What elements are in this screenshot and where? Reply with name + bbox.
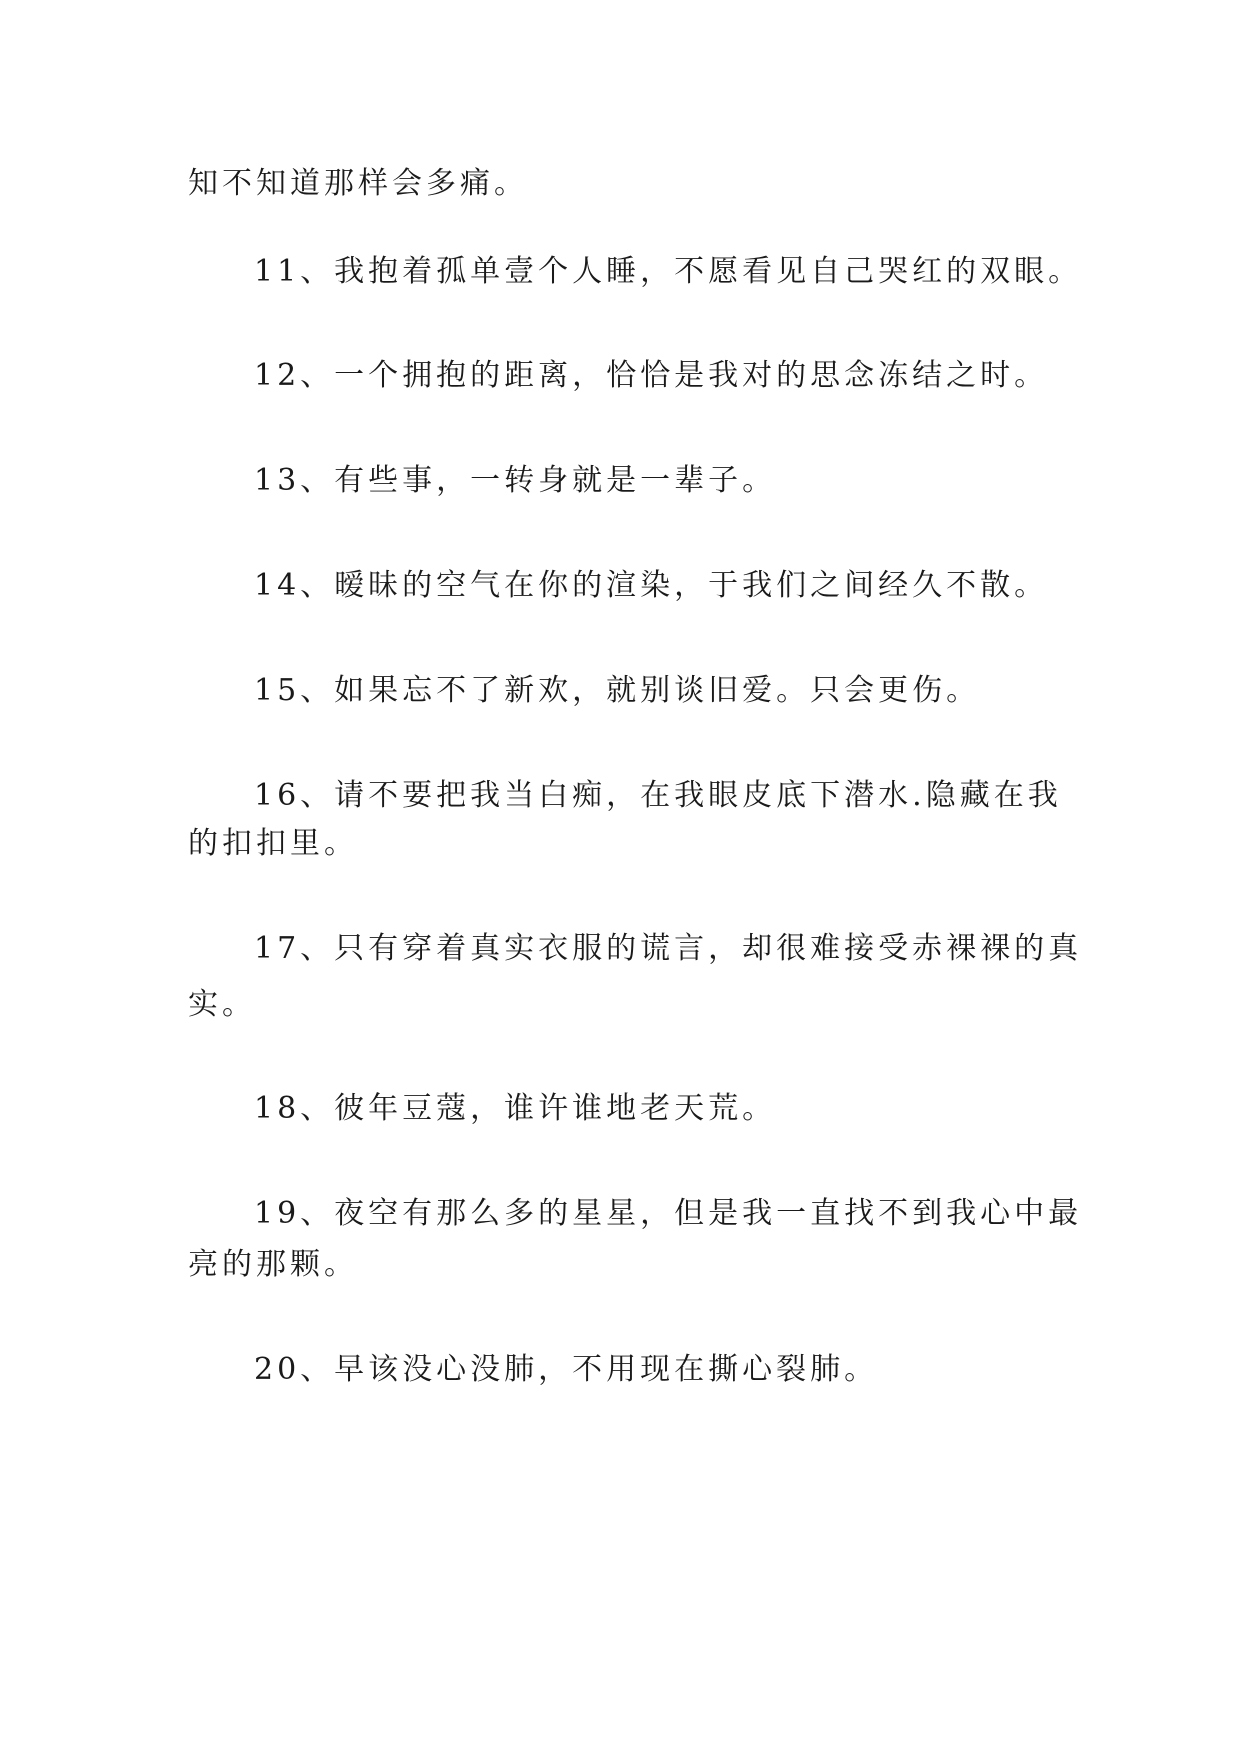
paragraph-11: 11、我抱着孤单壹个人睡，不愿看见自己哭红的双眼。: [254, 254, 1083, 289]
paragraph-12: 12、一个拥抱的距离，恰恰是我对的思念冻结之时。: [254, 358, 1049, 393]
paragraph-18: 18、彼年豆蔻，谁许谁地老天荒。: [254, 1091, 777, 1126]
paragraph-13: 13、有些事，一转身就是一辈子。: [254, 463, 777, 498]
paragraph-continuation-10: 知不知道那样会多痛。: [188, 166, 528, 201]
paragraph-20: 20、早该没心没肺，不用现在撕心裂肺。: [254, 1352, 879, 1387]
paragraph-17-line-1: 17、只有穿着真实衣服的谎言，却很难接受赤裸裸的真: [254, 931, 1083, 966]
paragraph-17-line-2: 实。: [188, 987, 256, 1022]
paragraph-19-line-1: 19、夜空有那么多的星星，但是我一直找不到我心中最: [254, 1196, 1083, 1231]
paragraph-16-line-2: 的扣扣里。: [188, 826, 358, 861]
paragraph-16-line-1: 16、请不要把我当白痴，在我眼皮底下潜水.隐藏在我: [254, 778, 1062, 813]
paragraph-19-line-2: 亮的那颗。: [188, 1247, 358, 1282]
paragraph-15: 15、如果忘不了新欢，就别谈旧爱。只会更伤。: [254, 673, 981, 708]
paragraph-14: 14、暧昧的空气在你的渲染，于我们之间经久不散。: [254, 568, 1049, 603]
